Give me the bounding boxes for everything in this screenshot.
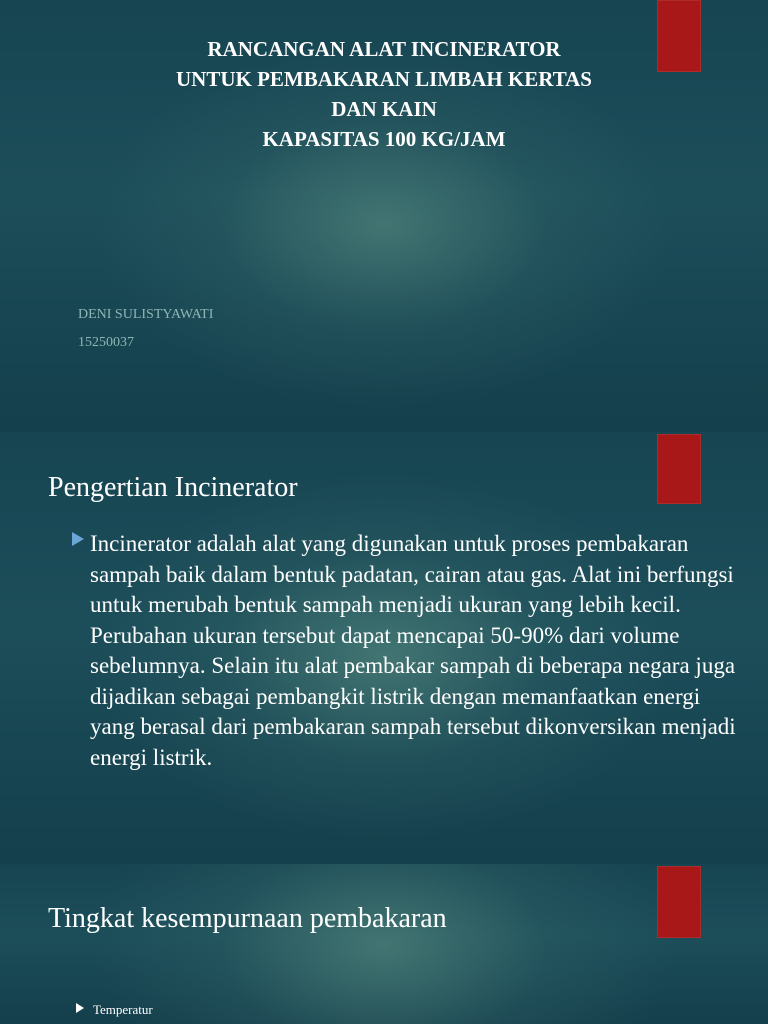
author-name: DENI SULISTYAWATI: [78, 307, 214, 322]
definition-slide: [0, 432, 768, 864]
triangle-bullet-icon: [76, 1003, 84, 1013]
title-slide: [0, 0, 768, 432]
section-heading: Tingkat kesempurnaan pembakaran: [48, 903, 447, 934]
list-item: [72, 529, 742, 773]
title-line-3: DAN KAIN: [331, 97, 437, 121]
red-accent-bar: [657, 434, 701, 504]
combustion-slide: [0, 864, 768, 1024]
title-line-1: RANCANGAN ALAT INCINERATOR: [207, 37, 561, 61]
definition-paragraph: Incinerator adalah alat yang digunakan untuk proses pembakaran sampah baik dalam bentuk padatan, cairan atau gas. Alat ini berfungsi untuk merubah bentuk sampah menjadi ukuran yang lebih kecil. Perubahan ukuran tersebut dapat mencapai 50-90% dari volume sebelumnya. Selain itu alat pembakar sampah di beberapa negara juga dijadikan sebagai pembangkit listrik dengan memanfaatkan energi yang berasal dari pembakaran sampah tersebut dikonversikan menjadi energi listrik.: [90, 531, 736, 770]
title-line-4: KAPASITAS 100 KG/JAM: [262, 127, 506, 151]
red-accent-bar: [657, 866, 701, 938]
bullet-label: Temperatur: [93, 1002, 153, 1017]
section-heading: Pengertian Incinerator: [48, 472, 298, 503]
student-id: 15250037: [78, 335, 134, 350]
list-item: [76, 1001, 576, 1019]
slide-title: [84, 34, 684, 154]
triangle-bullet-icon: [72, 532, 84, 546]
title-line-2: UNTUK PEMBAKARAN LIMBAH KERTAS: [176, 67, 592, 91]
